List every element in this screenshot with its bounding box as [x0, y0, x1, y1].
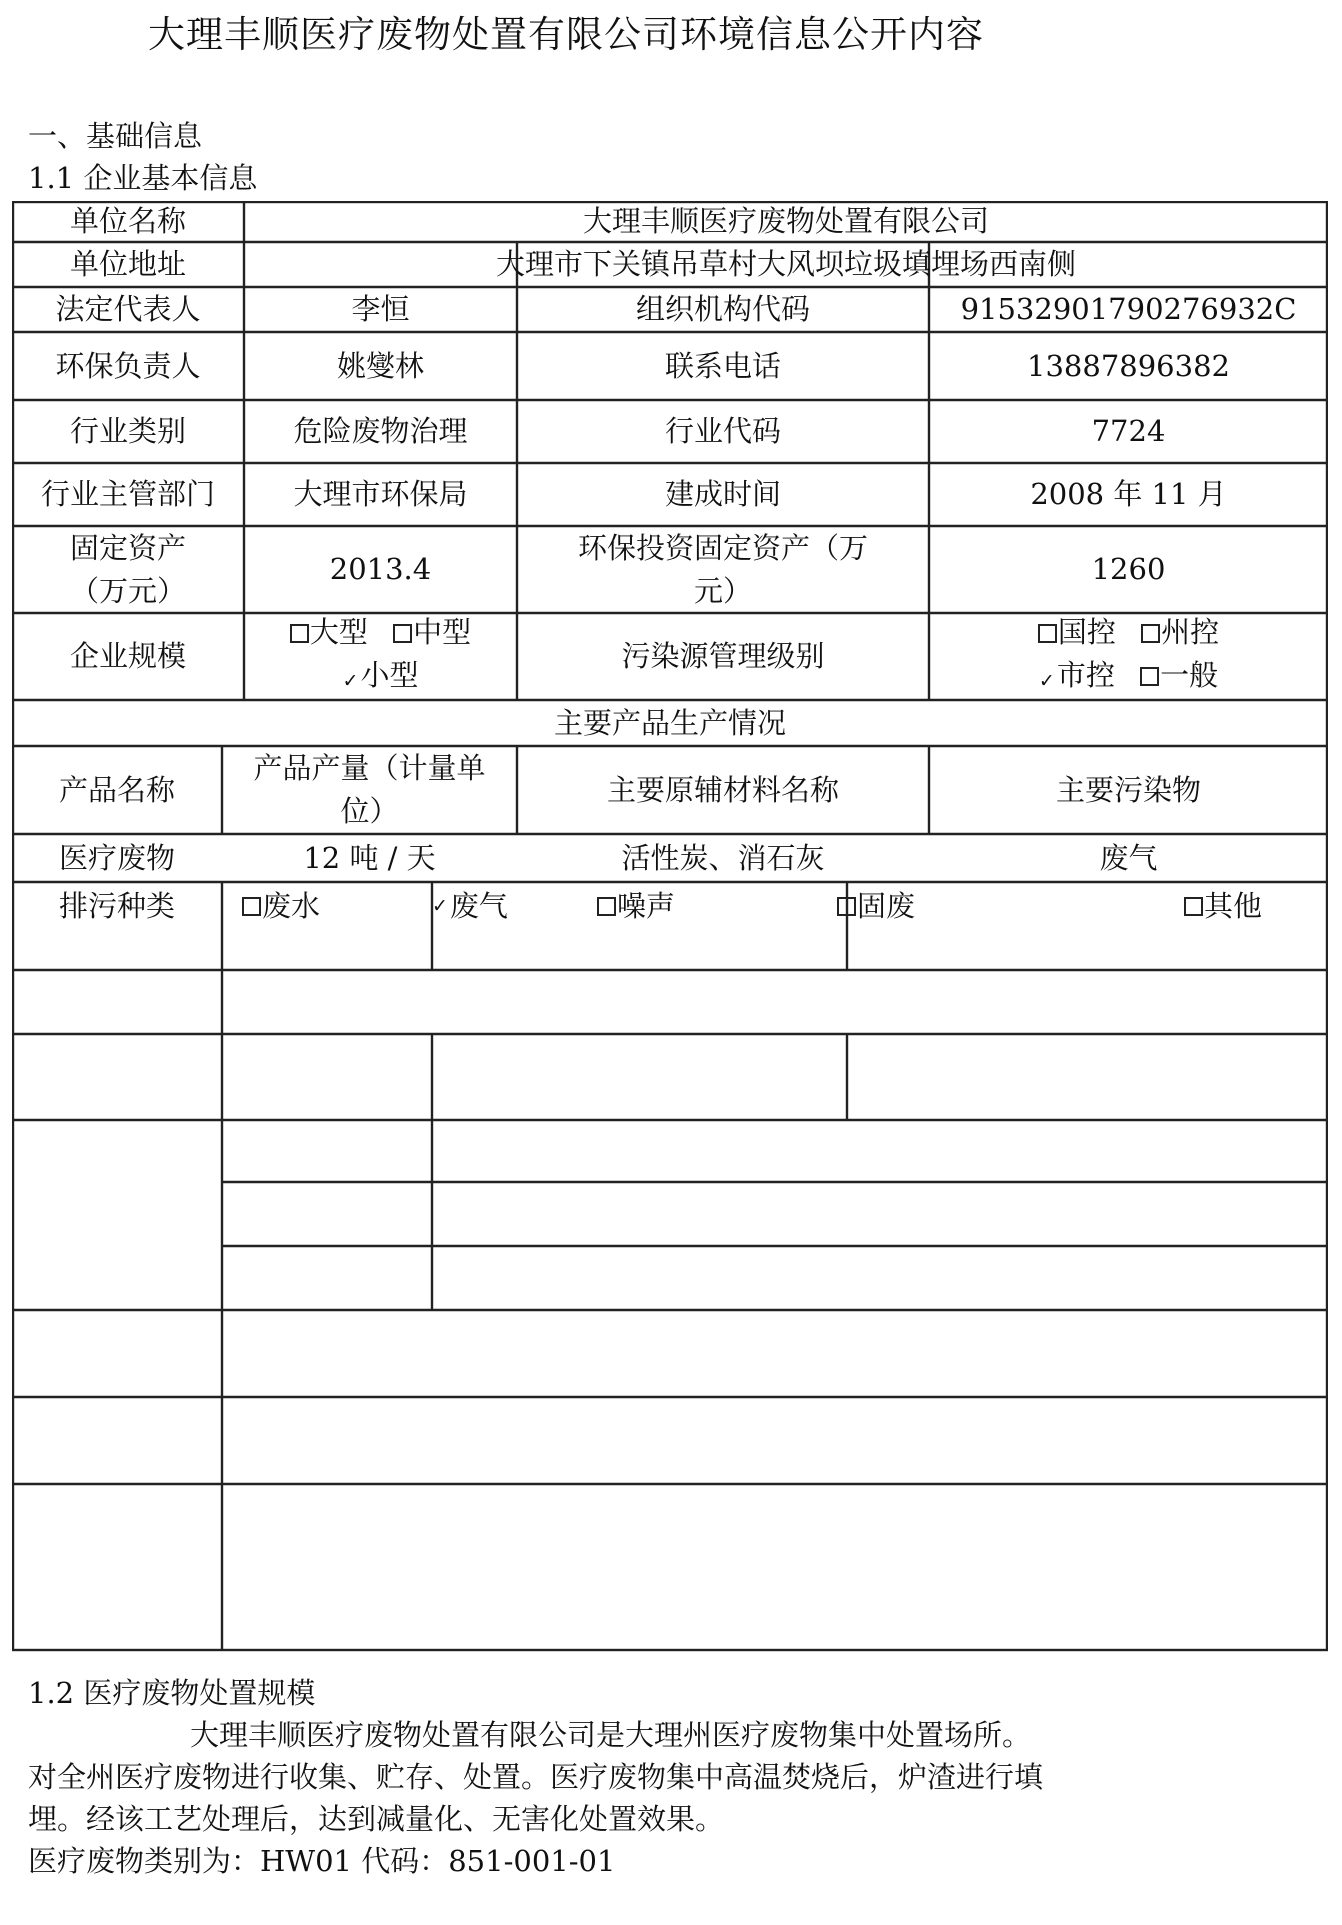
scale-large-label: 大型	[309, 614, 368, 649]
env-manager-label: 环保负责人	[55, 348, 201, 383]
level-national-label: 国控	[1057, 614, 1116, 649]
industry-code-value: 7724	[1091, 414, 1166, 448]
discharge-types-label: 排污种类	[58, 888, 175, 923]
scale-label: 企业规模	[69, 639, 186, 673]
product-name-header: 产品名称	[58, 772, 175, 807]
org-code-value: 91532901790276932C	[960, 292, 1297, 326]
legal-rep-label: 法定代表人	[55, 292, 201, 326]
built-value: 2008 年 11 月	[1030, 477, 1227, 511]
paragraph-line-1: 大理丰顺医疗废物处置有限公司是大理州医疗废物集中处置场所。	[190, 1718, 1032, 1752]
unit-name-label: 单位名称	[69, 204, 186, 238]
discharge-exhaust-label: 废气	[449, 888, 508, 923]
address-label: 单位地址	[69, 247, 186, 281]
built-label: 建成时间	[664, 477, 781, 511]
paragraph-line-2: 对全州医疗废物进行收集、贮存、处置。医疗废物集中高温焚烧后，炉渣进行填	[28, 1760, 1044, 1794]
industry-value: 危险废物治理	[293, 414, 468, 448]
address-value: 大理市下关镇吊草村大风坝垃圾填埋场西南侧	[495, 247, 1076, 281]
paragraph-line-4: 医疗废物类别为：HW01 代码：851-001-01	[28, 1844, 616, 1878]
org-code-label: 组织机构代码	[635, 292, 810, 326]
level-city-label: 市控	[1056, 657, 1115, 692]
pollutants-value: 废气	[1099, 840, 1158, 875]
industry-code-label: 行业代码	[664, 414, 781, 448]
scale-medium-label: 中型	[413, 614, 472, 649]
checkmark-icon: ✓	[1038, 669, 1055, 692]
discharge-noise-label: 噪声	[617, 888, 676, 923]
env-invest-value: 1260	[1091, 552, 1166, 586]
product-name-value: 医疗废物	[58, 840, 175, 875]
page-title: 大理丰顺医疗废物处置有限公司环境信息公开内容	[148, 13, 984, 56]
authority-value: 大理市环保局	[293, 477, 468, 511]
materials-value: 活性炭、消石灰	[621, 840, 825, 875]
pollution-level-label: 污染源管理级别	[621, 639, 825, 673]
phone-value: 13887896382	[1027, 348, 1230, 383]
fixed-assets-value: 2013.4	[329, 552, 432, 586]
materials-header: 主要原辅材料名称	[606, 772, 839, 807]
industry-label: 行业类别	[69, 414, 186, 448]
products-section-label: 主要产品生产情况	[553, 705, 786, 740]
discharge-solid-label: 固废	[857, 888, 916, 923]
fixed-assets-label: 固定资产（万元）	[69, 530, 186, 608]
paragraph-line-3: 埋。经该工艺处理后，达到减量化、无害化处置效果。	[28, 1802, 725, 1836]
checkmark-icon: ✓	[342, 669, 359, 692]
authority-label: 行业主管部门	[40, 477, 215, 511]
phone-label: 联系电话	[664, 348, 781, 383]
pollutants-header: 主要污染物	[1055, 772, 1201, 807]
product-output-value: 12 吨 / 天	[303, 840, 436, 875]
legal-rep-value: 李恒	[351, 292, 410, 326]
section-heading-scale: 1.2 医疗废物处置规模	[28, 1676, 316, 1710]
env-manager-value: 姚燮林	[336, 348, 424, 383]
section-heading-company-info: 1.1 企业基本信息	[28, 161, 258, 195]
product-output-header: 产品产量（计量单位）	[253, 751, 486, 828]
unit-name-value: 大理丰顺医疗废物处置有限公司	[582, 204, 989, 238]
discharge-other-label: 其他	[1204, 888, 1263, 923]
table-lower	[12, 201, 1328, 1653]
level-general-label: 一般	[1160, 657, 1219, 692]
checkmark-icon: ✓	[432, 894, 448, 917]
scale-small-label: 小型	[360, 657, 419, 692]
section-heading-basic: 一、基础信息	[28, 119, 203, 153]
discharge-wastewater-label: 废水	[262, 888, 321, 923]
level-prefecture-label: 州控	[1161, 614, 1220, 649]
env-invest-label: 环保投资固定资产（万元）	[577, 530, 868, 608]
